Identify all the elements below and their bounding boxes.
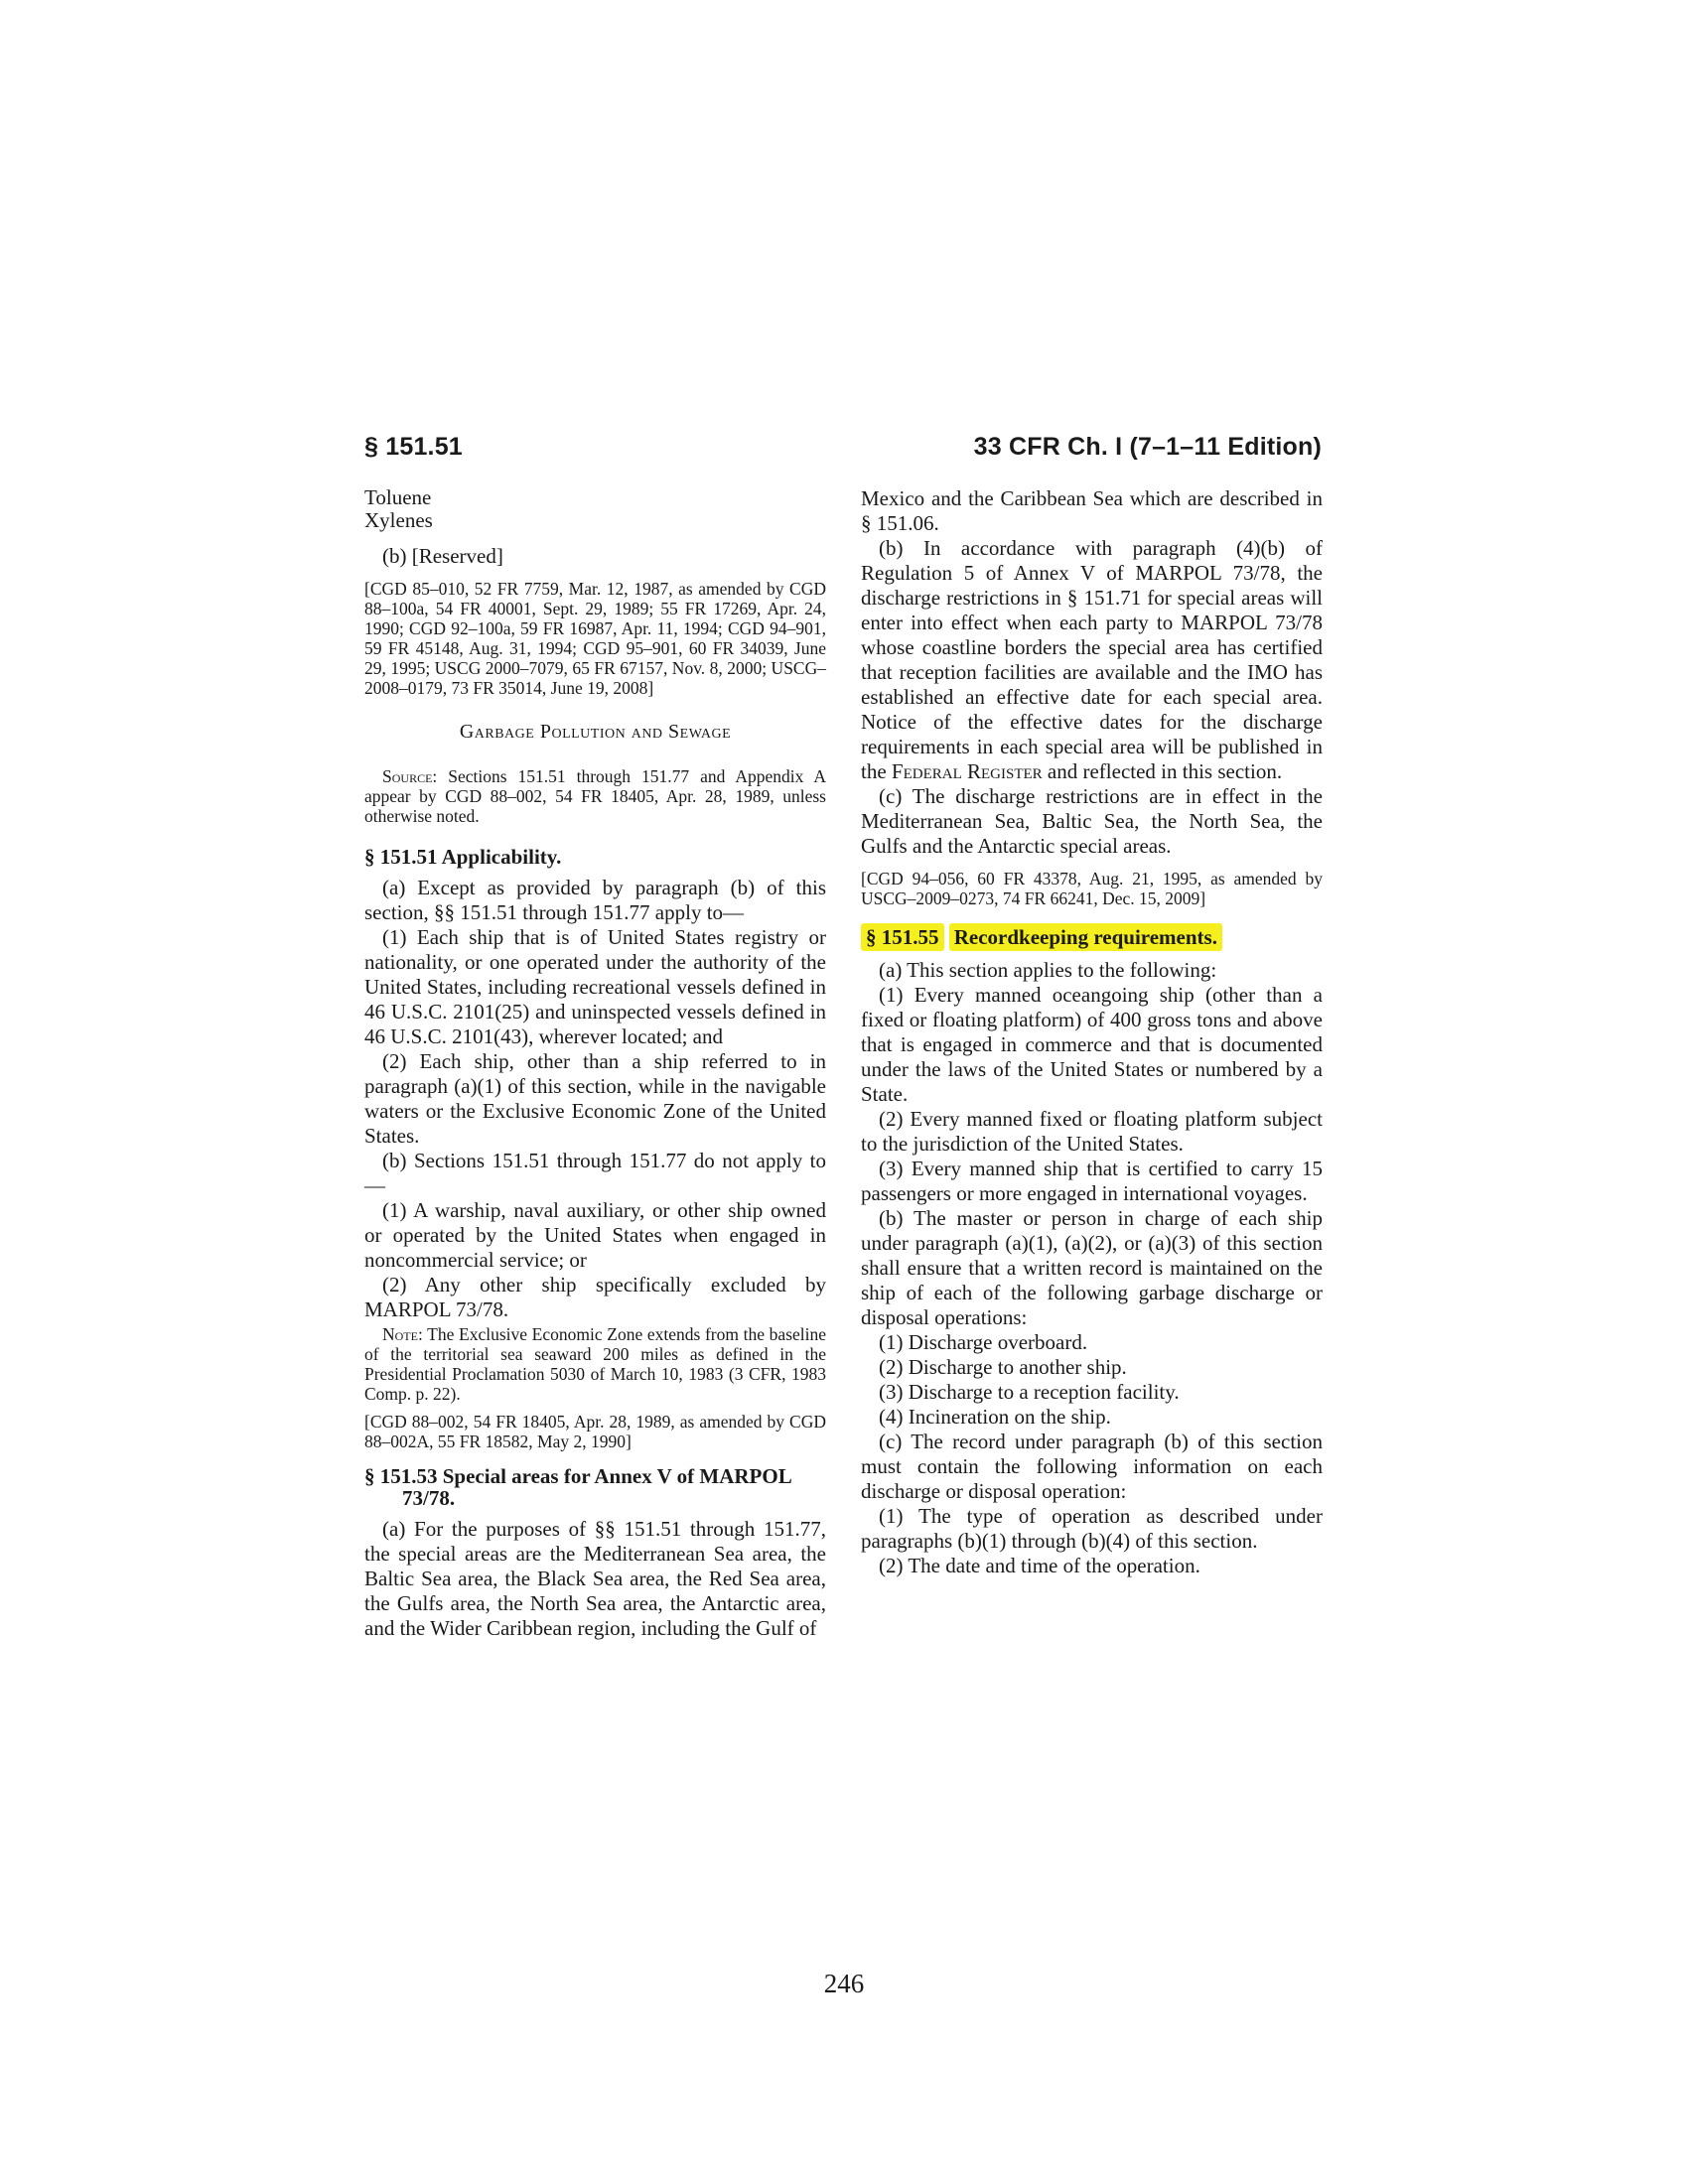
paragraph: (2) The date and time of the operation. [879,1554,1200,1577]
paragraph-text: (b) In accordance with paragraph (4)(b) of Regulation 5 of Annex V of MARPOL 73/78, the discharge restrictions in § 151.71 for special areas will enter into effect when each party to MARPOL 73/78 whose coastline borders the special area has certified that reception facilities are available and the IMO has established an effective date for each special area. Notice of the effective dates for the discharge requirements in each special area will be published in the [861,536,1323,783]
paragraph: (b) Sections 151.51 through 151.77 do not apply to— [364,1149,826,1197]
note-text: The Exclusive Economic Zone extends from the baseline of the territorial sea seaward 200 miles as defined in the Presidential Proclamation 5030 of March 10, 1983 (3 CFR, 1983 Comp. p. 22). [364,1324,827,1404]
reserved-paragraph: (b) [Reserved] [382,544,503,568]
paragraph: (2) Any other ship specifically excluded by MARPOL 73/78. [364,1273,826,1321]
federal-register-term: Federal Register [891,759,1043,783]
note-label: Note: [382,1324,423,1344]
subpart-heading: Garbage Pollution and Sewage [459,721,732,743]
right-column [861,486,1323,1578]
source-note [364,766,826,826]
paragraph: (1) A warship, naval auxiliary, or other ship owned or operated by the United States when engaged in noncommercial service; or [364,1198,826,1272]
paragraph: (a) This section applies to the following: [879,958,1217,982]
section-151-55-title [861,926,1323,948]
citation-block: [CGD 85–010, 52 FR 7759, Mar. 12, 1987, as amended by CGD 88–100a, 54 FR 40001, Sept. 29, 1989; 55 FR 17269, Apr. 24, 1990; CGD 92–100a, 59 FR 16987, Apr. 11, 1994; CGD 94–901, 59 FR 45148, Aug. 31, 1994; CGD 95–901, 60 FR 34039, June 29, 1995; USCG 2000–7079, 65 FR 67157, Nov. 8, 2000; USCG–2008–0179, 73 FR 35014, June 19, 2008] [364,579,826,698]
highlighted-section-number: § 151.55 [861,923,944,951]
paragraph-continuation: Mexico and the Caribbean Sea which are described in § 151.06. [861,486,1323,535]
left-column [364,486,826,1641]
source-text: Sections 151.51 through 151.77 and Appendix A appear by CGD 88–002, 54 FR 18405, Apr. 28, 1989, unless otherwise noted. [364,766,827,826]
source-label: Source: [382,766,438,786]
list-item: Toluene [364,485,432,509]
list-item: Xylenes [364,508,433,532]
paragraph: (1) Each ship that is of United States registry or nationality, or one operated under the authority of the United States, including recreational vessels defined in 46 U.S.C. 2101(25) and uninspected vessels defined in 46 U.S.C. 2101(43), wherever located; and [364,925,826,1048]
paragraph [861,536,1323,784]
paragraph: (1) The type of operation as described under paragraphs (b)(1) through (b)(4) of this section. [861,1504,1323,1553]
paragraph: (c) The discharge restrictions are in effect in the Mediterranean Sea, Baltic Sea, the North Sea, the Gulfs and the Antarctic special areas. [861,784,1323,858]
chemical-list [364,486,826,532]
page-number: 246 [823,1969,865,1998]
paragraph: (a) Except as provided by paragraph (b) of this section, §§ 151.51 through 151.77 apply to— [364,876,826,924]
citation-block: [CGD 88–002, 54 FR 18405, Apr. 28, 1989, as amended by CGD 88–002A, 55 FR 18582, May 2, 1990] [364,1412,826,1451]
section-151-51-title: § 151.51 Applicability. [364,845,562,869]
paragraph: (4) Incineration on the ship. [879,1405,1111,1429]
note-block [364,1324,826,1404]
paragraph: (1) Every manned oceangoing ship (other than a fixed or floating platform) of 400 gross tons and above that is engaged in commerce and that is documented under the laws of the United States or numbered by a State. [861,983,1323,1106]
paragraph: (a) For the purposes of §§ 151.51 through 151.77, the special areas are the Mediterranean Sea area, the Baltic Sea area, the Black Sea area, the Red Sea area, the Gulfs area, the North Sea area, the Antarctic area, and the Wider Caribbean region, including the Gulf of [364,1517,826,1640]
paragraph: (1) Discharge overboard. [879,1330,1088,1354]
section-151-53-title: § 151.53 Special areas for Annex V of MARPOL 73/78. [364,1464,791,1510]
paragraph: (3) Discharge to a reception facility. [879,1380,1180,1404]
running-header-section: § 151.51 [364,433,463,461]
paragraph: (2) Each ship, other than a ship referred to in paragraph (a)(1) of this section, while in the navigable waters or the Exclusive Economic Zone of the United States. [364,1049,826,1148]
paragraph: (2) Discharge to another ship. [879,1355,1127,1379]
running-header-title: 33 CFR Ch. I (7–1–11 Edition) [973,433,1322,461]
highlighted-section-heading: Recordkeeping requirements. [949,923,1222,951]
paragraph: (c) The record under paragraph (b) of this section must contain the following information on each discharge or disposal operation: [861,1430,1323,1503]
paragraph-text: and reflected in this section. [1047,759,1283,783]
citation-block: [CGD 94–056, 60 FR 43378, Aug. 21, 1995, as amended by USCG–2009–0273, 74 FR 66241, Dec. 15, 2009] [861,869,1323,908]
paragraph: (3) Every manned ship that is certified to carry 15 passengers or more engaged in international voyages. [861,1157,1323,1205]
paragraph: (2) Every manned fixed or floating platform subject to the jurisdiction of the United States. [861,1107,1323,1156]
paragraph: (b) The master or person in charge of each ship under paragraph (a)(1), (a)(2), or (a)(3) of this section shall ensure that a written record is maintained on the ship of each of the following garbage discharge or disposal operations: [861,1206,1323,1329]
